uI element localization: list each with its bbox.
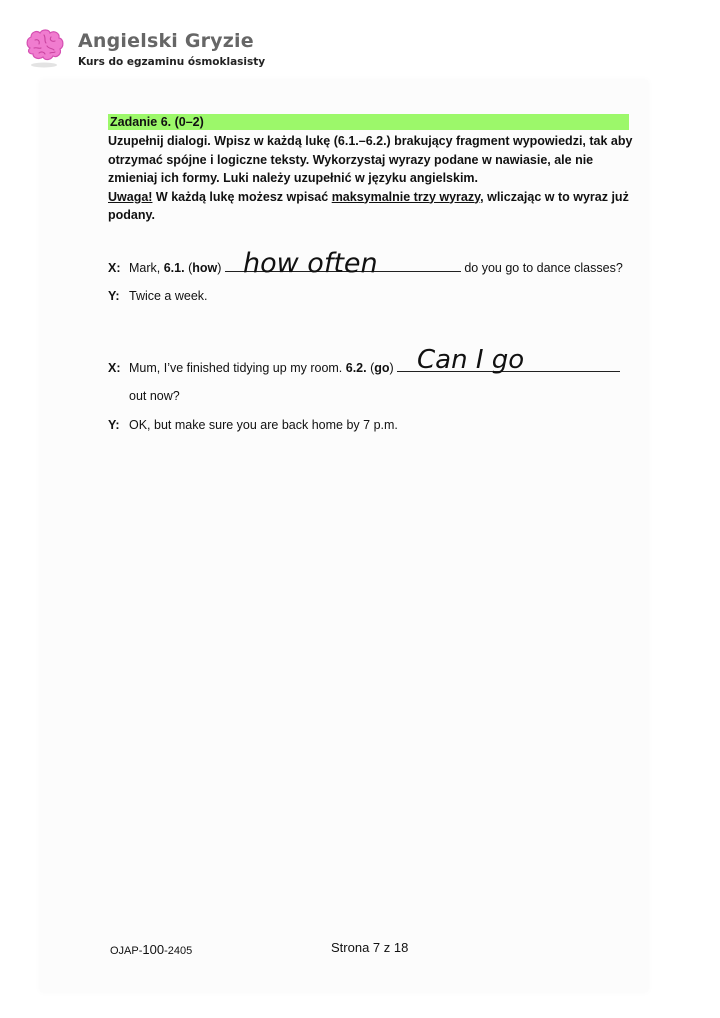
exam-code	[110, 942, 192, 957]
dialog1-y-line	[108, 288, 208, 304]
brain-logo-icon	[22, 26, 66, 70]
hint-close: )	[389, 361, 398, 375]
task-heading: Zadanie 6. (0–2)	[108, 114, 629, 130]
speaker-x: X:	[108, 361, 121, 375]
speaker-x: X:	[108, 261, 121, 275]
speaker-y: Y:	[108, 418, 120, 432]
handwritten-answer-6-1	[240, 240, 400, 288]
dialog1-y-text: Twice a week.	[129, 289, 208, 303]
brand-text	[78, 30, 265, 69]
speaker-y: Y:	[108, 289, 120, 303]
hint-word-how: how	[192, 261, 218, 275]
task-instructions	[108, 132, 633, 225]
uwaga-note	[108, 188, 633, 225]
dialog1-x-after: do you go to dance classes?	[460, 261, 623, 275]
handwritten-answer-6-2	[414, 338, 564, 390]
hint-close: )	[217, 261, 225, 275]
dialog2-x-continuation: out now?	[129, 389, 180, 403]
item-number-6-2: 6.2.	[345, 361, 367, 375]
hint-open: (	[366, 361, 375, 375]
uwaga-label: Uwaga!	[108, 189, 153, 204]
uwaga-text-1: W każdą lukę możesz wpisać	[152, 189, 332, 204]
exam-code-prefix: OJAP-	[110, 945, 143, 957]
uwaga-underlined: maksymalnie trzy wyrazy	[331, 189, 481, 204]
item-number-6-1: 6.1.	[163, 261, 185, 275]
dialog1-x-before: Mark,	[129, 261, 164, 275]
dialog2-y-line	[108, 417, 398, 433]
handwritten-answer-6-1-text: how often	[243, 248, 378, 279]
brand-header	[22, 26, 265, 70]
instruction-text: Uzupełnij dialogi. Wpisz w każdą lukę (6.1.–6.2.) brakujący fragment wypowiedzi, tak aby otrzymać spójne i logiczne teksty. Wykorzystaj wyrazy podane w nawiasie, ale nie zmieniaj ich formy. Luki należy uzupełnić w języku angielskim.	[108, 134, 633, 185]
exam-code-mid: 100	[142, 942, 165, 957]
dialog2-x-before: Mum, I’ve finished tidying up my room.	[129, 361, 346, 375]
page-number: Strona 7 z 18	[331, 940, 409, 955]
brand-subtitle: Kurs do egzaminu ósmoklasisty	[78, 56, 266, 68]
dialog2-y-text: OK, but make sure you are back home by 7 p.m.	[129, 418, 398, 432]
hint-word-go: go	[374, 361, 390, 375]
exam-code-suffix: -2405	[164, 945, 193, 957]
uwaga-text-2: , wliczając w to wyraz już podany.	[108, 189, 629, 222]
hint-open: (	[184, 261, 193, 275]
handwritten-answer-6-2-text: Can I go	[417, 345, 525, 375]
brand-title: Angielski Gryzie	[78, 30, 254, 52]
